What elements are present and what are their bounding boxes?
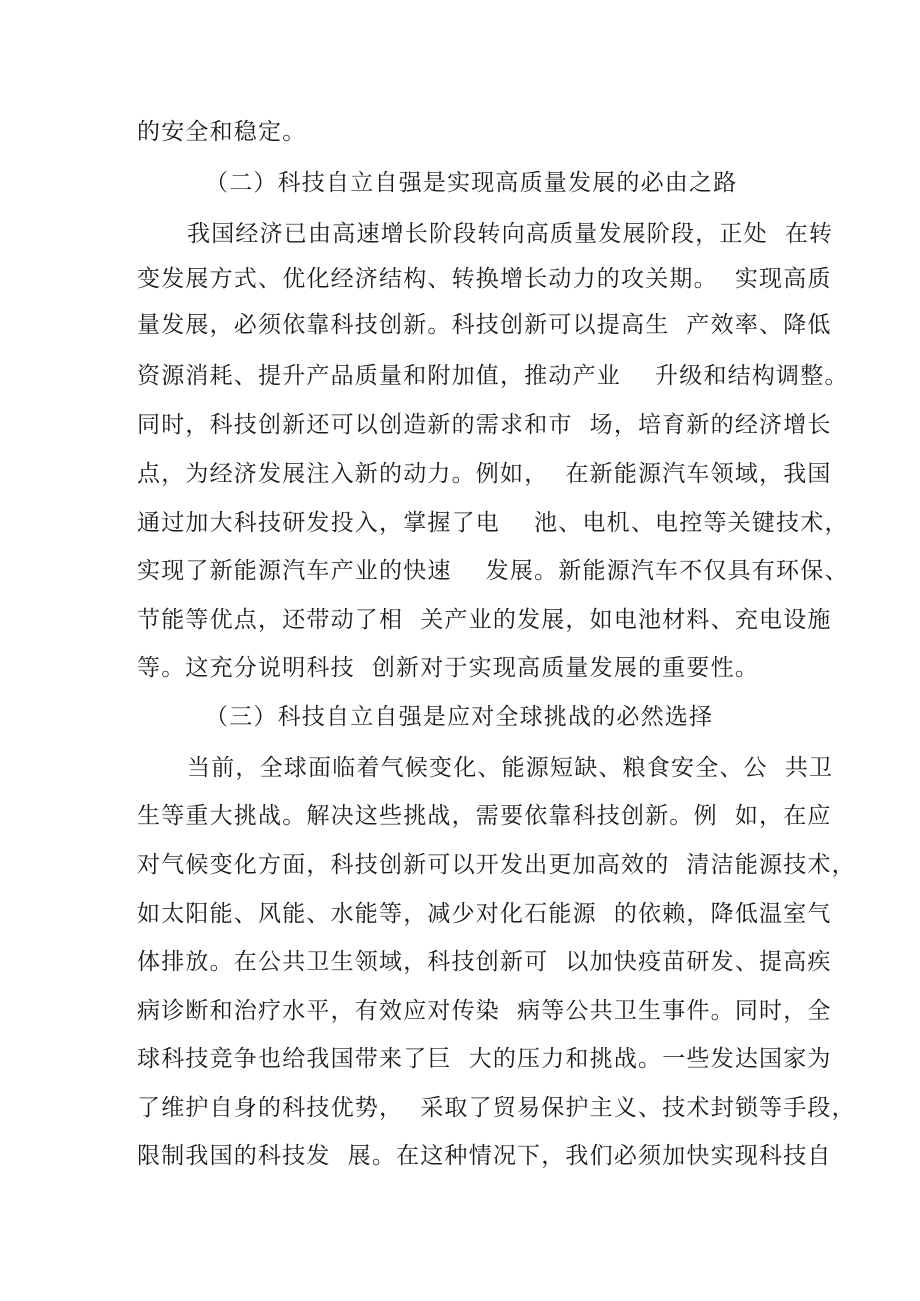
paragraph-line: 球科技竞争也给我国带来了巨 大的压力和挑战。一些发达国家为 [137,1046,832,1072]
paragraph-line: 体排放。在公共卫生领域，科技创新可 以加快疫苗研发、提高疾 [137,949,832,975]
paragraph-line: 的安全和稳定。 [137,119,307,145]
section-heading-3: （三）科技自立自强是应对全球挑战的必然选择 [205,704,714,730]
paragraph-line: 当前，全球面临着气候变化、能源短缺、粮食安全、公 共卫 [187,755,834,781]
paragraph-line: 等。这充分说明科技 创新对于实现高质量发展的重要性。 [137,655,760,681]
paragraph-line: 变发展方式、优化经济结构、转换增长动力的攻关期。 实现高质 [137,266,832,292]
paragraph-line: 节能等优点，还带动了相 关产业的发展，如电池材料、充电设施 [137,607,832,633]
paragraph-line: 资源消耗、提升产品质量和附加值，推动产业 升级和结构调整。 [137,363,849,389]
paragraph-line: 生等重大挑战。解决这些挑战，需要依靠科技创新。例 如，在应 [137,803,832,829]
paragraph-line: 同时，科技创新还可以创造新的需求和市 场，培育新的经济增长 [137,412,832,438]
paragraph-line: 我国经济已由高速增长阶段转向高质量发展阶段，正处 在转 [187,221,834,247]
paragraph-line: 对气候变化方面，科技创新可以开发出更加高效的 清洁能源技术， [137,852,856,878]
paragraph-line: 实现了新能源汽车产业的快速 发展。新能源汽车不仅具有环保、 [137,558,849,584]
paragraph-line: 了维护自身的科技优势， 采取了贸易保护主义、技术封锁等手段， [137,1095,856,1121]
section-heading-2: （二）科技自立自强是实现高质量发展的必由之路 [205,170,738,196]
paragraph-line: 通过加大科技研发投入，掌握了电 池、电机、电控等关键技术， [137,510,849,536]
paragraph-line: 量发展，必须依靠科技创新。科技创新可以提高生 产效率、降低 [137,312,832,338]
paragraph-line: 限制我国的科技发 展。在这种情况下，我们必须加快实现科技自 [137,1143,832,1169]
paragraph-line: 如太阳能、风能、水能等，减少对化石能源 的依赖，降低温室气 [137,901,832,927]
paragraph-line: 病诊断和治疗水平，有效应对传染 病等公共卫生事件。同时，全 [137,998,832,1024]
paragraph-line: 点，为经济发展注入新的动力。例如， 在新能源汽车领域，我国 [137,461,832,487]
